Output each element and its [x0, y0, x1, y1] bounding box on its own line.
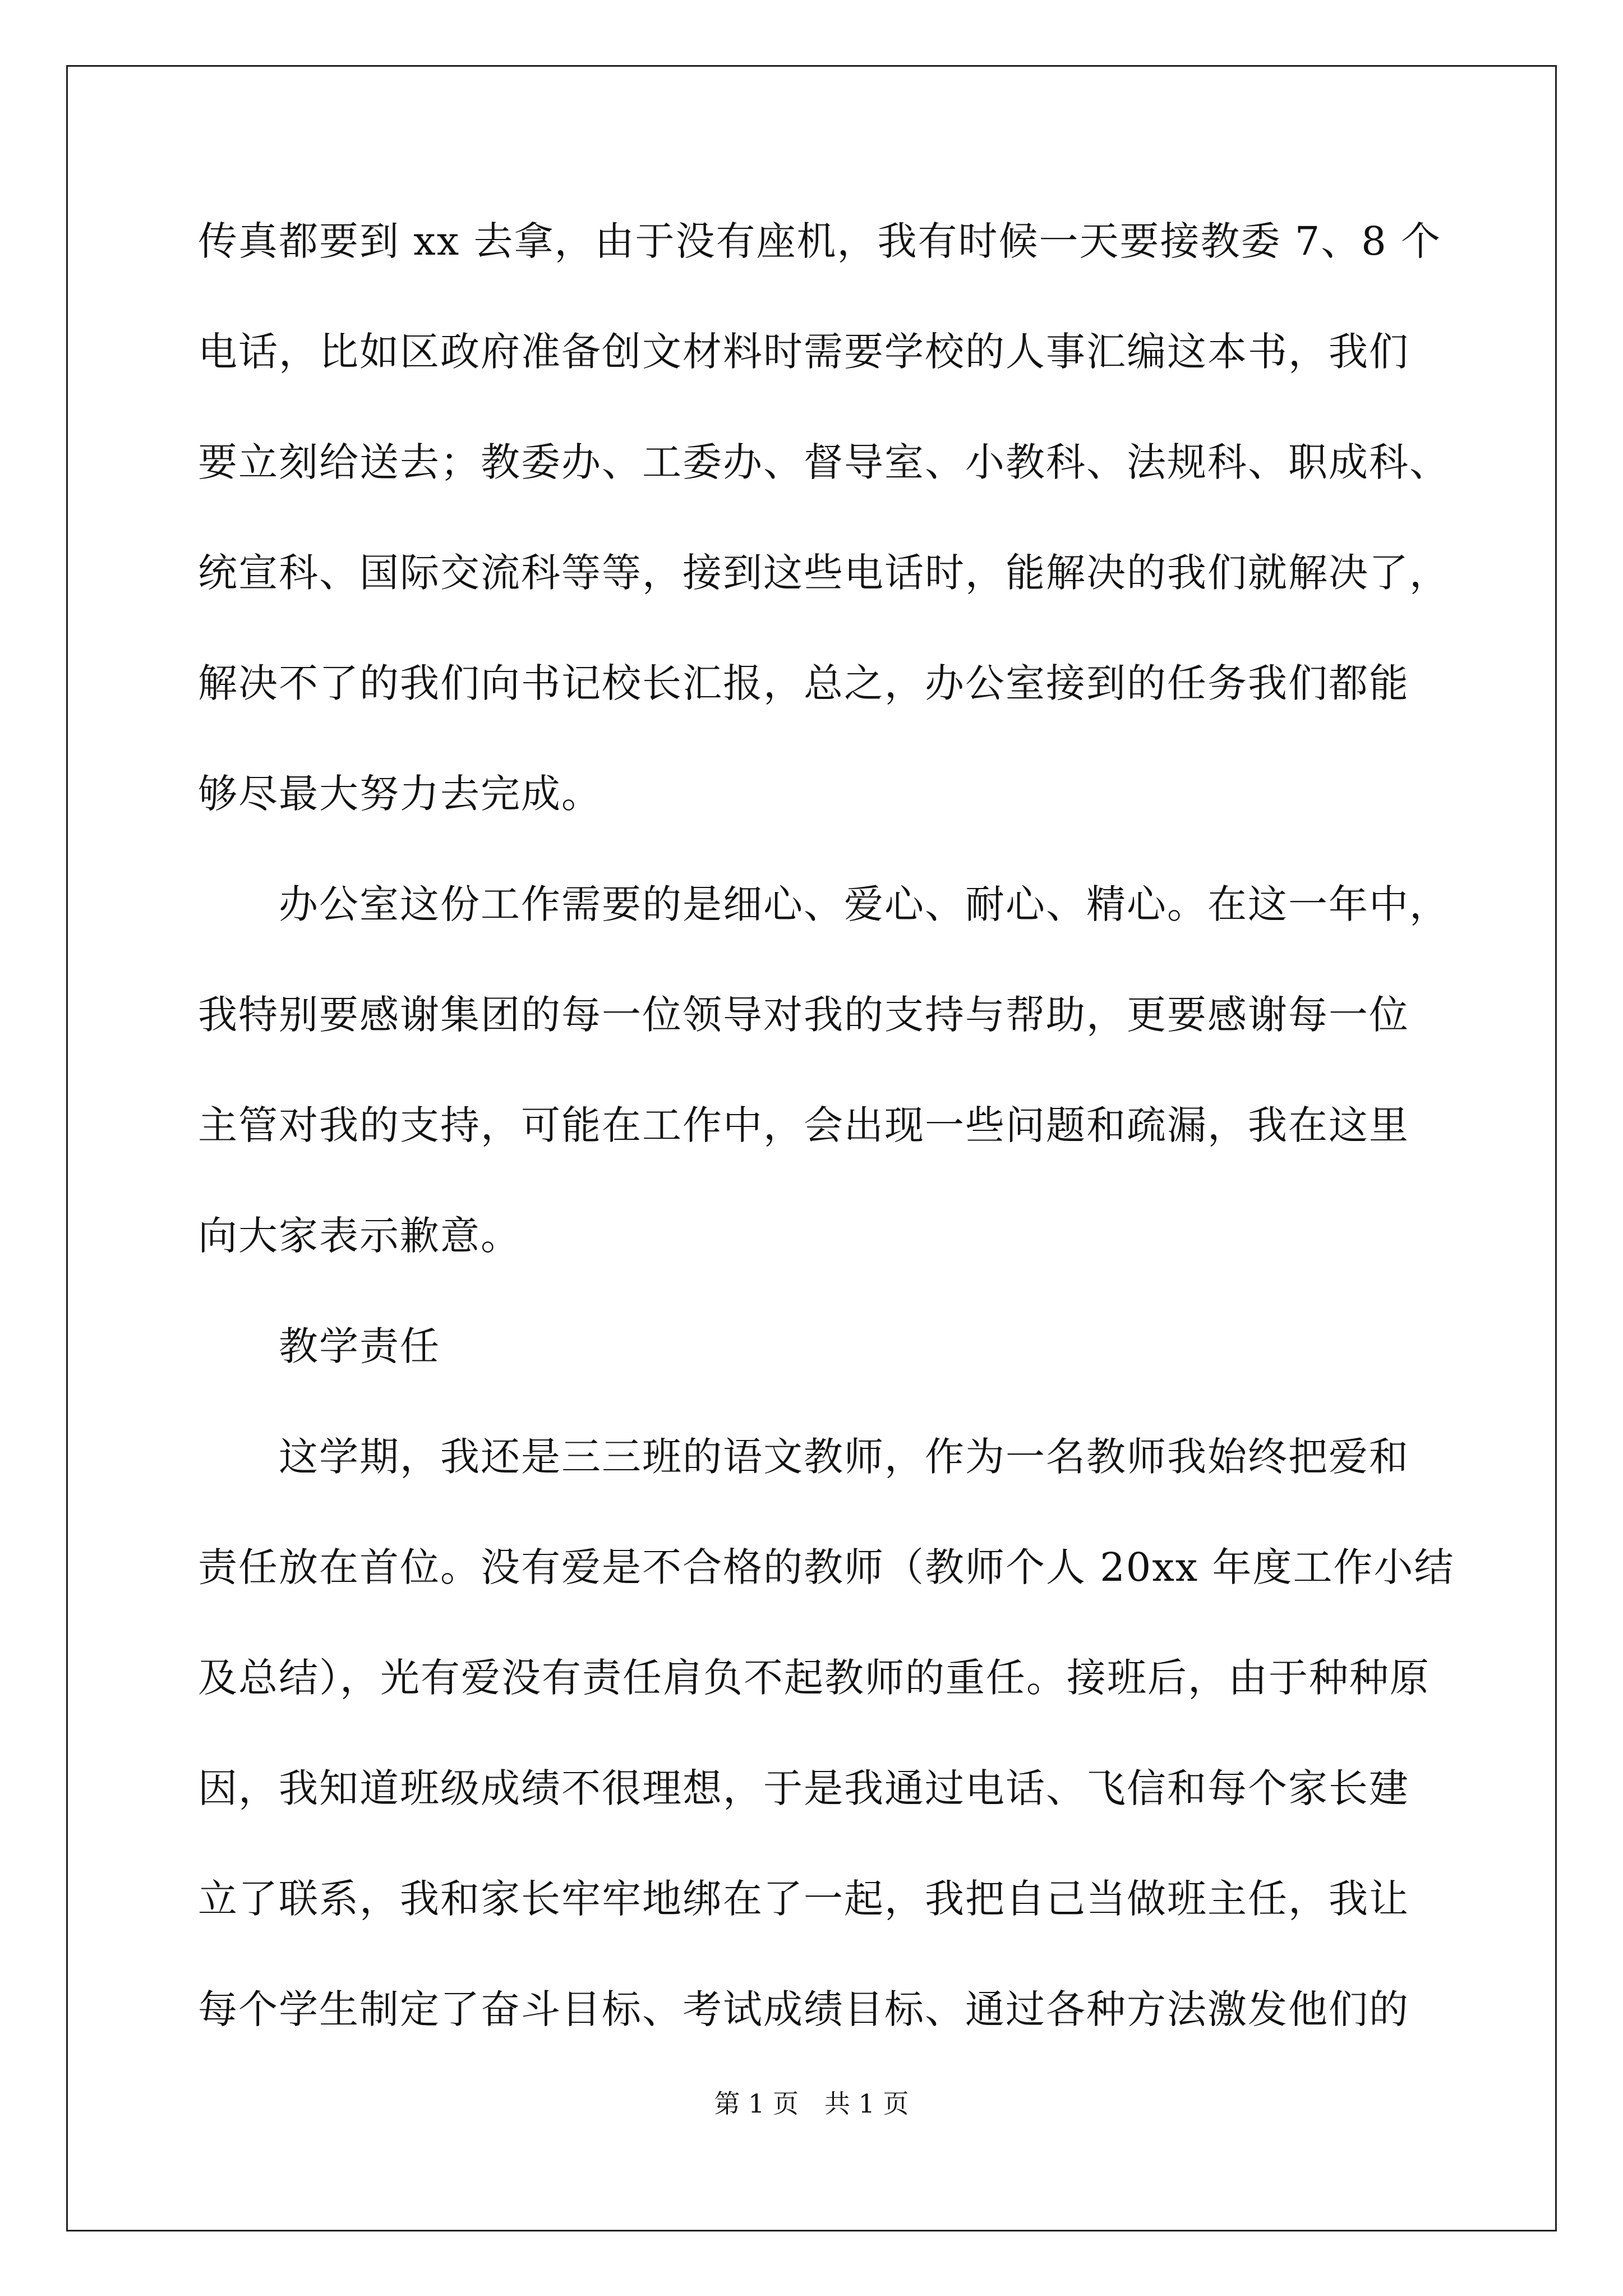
text-line: 办公室这份工作需要的是细心、爱心、耐心、精心。在这一年中，	[198, 881, 1450, 927]
text-line: 统宣科、国际交流科等等，接到这些电话时，能解决的我们就解决了，	[198, 550, 1450, 596]
text-line: 传真都要到 xx 去拿，由于没有座机，我有时候一天要接教委 7、8 个	[198, 218, 1442, 264]
text-line: 我特别要感谢集团的每一位领导对我的支持与帮助，更要感谢每一位	[198, 992, 1409, 1038]
page-number-footer: 第 1 页 共 1 页	[714, 2088, 909, 2119]
text-line: 因，我知道班级成绩不很理想，于是我通过电话、飞信和每个家长建	[198, 1765, 1409, 1811]
text-line: 向大家表示歉意。	[198, 1213, 521, 1259]
text-line: 电话，比如区政府准备创文材料时需要学校的人事汇编这本书，我们	[198, 329, 1409, 375]
text-line: 主管对我的支持，可能在工作中，会出现一些问题和疏漏，我在这里	[198, 1102, 1409, 1148]
text-line: 立了联系，我和家长牢牢地绑在了一起，我把自己当做班主任，我让	[198, 1876, 1409, 1922]
text-line: 够尽最大努力去完成。	[198, 771, 602, 817]
text-line: 及总结），光有爱没有责任肩负不起教师的重任。接班后，由于种种原	[198, 1655, 1430, 1701]
section-heading: 教学责任	[198, 1323, 440, 1369]
text-line: 这学期，我还是三三班的语文教师，作为一名教师我始终把爱和	[198, 1434, 1409, 1480]
text-line: 解决不了的我们向书记校长汇报，总之，办公室接到的任务我们都能	[198, 660, 1409, 706]
text-line: 要立刻给送去；教委办、工委办、督导室、小教科、法规科、职成科、	[198, 439, 1450, 485]
text-line: 每个学生制定了奋斗目标、考试成绩目标、通过各种方法激发他们的	[198, 1986, 1409, 2032]
text-line: 责任放在首位。没有爱是不合格的教师（教师个人 20xx 年度工作小结	[198, 1544, 1455, 1590]
